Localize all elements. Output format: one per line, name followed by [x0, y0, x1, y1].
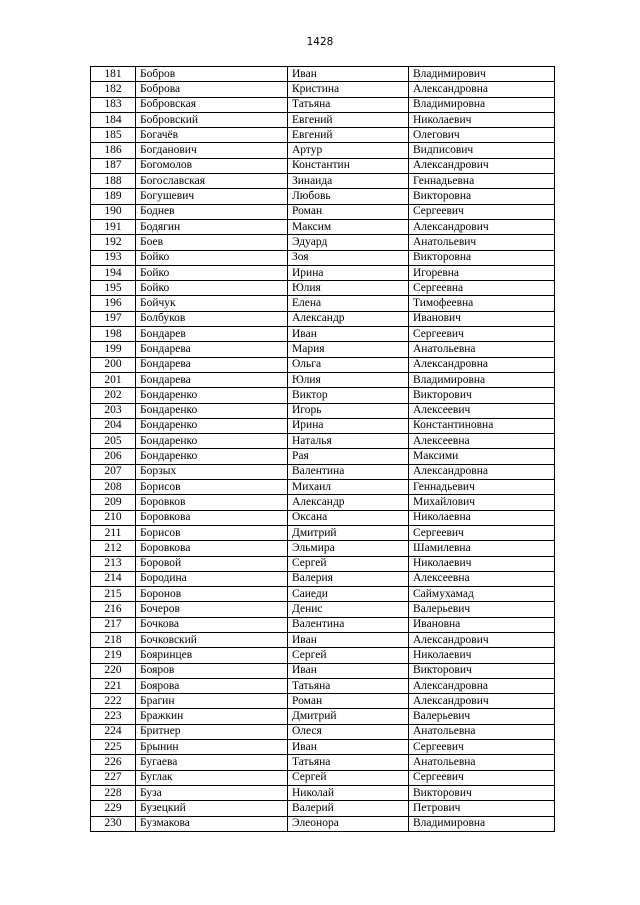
first-name-cell: Александр	[288, 495, 409, 510]
first-name-cell: Юлия	[288, 372, 409, 387]
table-row	[91, 709, 555, 724]
row-number-cell: 182	[91, 82, 136, 97]
patronymic-cell: Сергеевич	[409, 525, 555, 540]
last-name-cell: Бузмакова	[136, 816, 288, 831]
table-row	[91, 663, 555, 678]
patronymic-cell: Олегович	[409, 128, 555, 143]
row-number-cell: 202	[91, 388, 136, 403]
row-number-cell: 210	[91, 510, 136, 525]
last-name-cell: Бойко	[136, 281, 288, 296]
table-row	[91, 755, 555, 770]
row-number-cell: 198	[91, 327, 136, 342]
first-name-cell: Роман	[288, 204, 409, 219]
row-number-cell: 193	[91, 250, 136, 265]
last-name-cell: Боярова	[136, 678, 288, 693]
last-name-cell: Богушевич	[136, 189, 288, 204]
row-number-cell: 217	[91, 617, 136, 632]
first-name-cell: Зоя	[288, 250, 409, 265]
table-row	[91, 174, 555, 189]
table-row	[91, 296, 555, 311]
row-number-cell: 183	[91, 97, 136, 112]
table-row	[91, 418, 555, 433]
last-name-cell: Бобров	[136, 67, 288, 82]
row-number-cell: 212	[91, 541, 136, 556]
table-row	[91, 327, 555, 342]
last-name-cell: Боровой	[136, 556, 288, 571]
table-row	[91, 403, 555, 418]
first-name-cell: Татьяна	[288, 97, 409, 112]
first-name-cell: Саиеди	[288, 587, 409, 602]
last-name-cell: Боброва	[136, 82, 288, 97]
patronymic-cell: Викторовна	[409, 189, 555, 204]
last-name-cell: Буглак	[136, 770, 288, 785]
table-row	[91, 189, 555, 204]
last-name-cell: Бодягин	[136, 219, 288, 234]
patronymic-cell: Петрович	[409, 801, 555, 816]
patronymic-cell: Анатольевич	[409, 235, 555, 250]
last-name-cell: Буза	[136, 785, 288, 800]
patronymic-cell: Викторович	[409, 663, 555, 678]
patronymic-cell: Сергеевич	[409, 770, 555, 785]
table-row	[91, 801, 555, 816]
first-name-cell: Михаил	[288, 480, 409, 495]
patronymic-cell: Викторовна	[409, 250, 555, 265]
table-row	[91, 632, 555, 647]
row-number-cell: 230	[91, 816, 136, 831]
row-number-cell: 222	[91, 694, 136, 709]
last-name-cell: Богославская	[136, 174, 288, 189]
first-name-cell: Юлия	[288, 281, 409, 296]
first-name-cell: Игорь	[288, 403, 409, 418]
table-row	[91, 204, 555, 219]
row-number-cell: 195	[91, 281, 136, 296]
row-number-cell: 216	[91, 602, 136, 617]
row-number-cell: 209	[91, 495, 136, 510]
row-number-cell: 220	[91, 663, 136, 678]
last-name-cell: Бойко	[136, 250, 288, 265]
table-row	[91, 67, 555, 82]
patronymic-cell: Сергеевич	[409, 740, 555, 755]
patronymic-cell: Владимировна	[409, 372, 555, 387]
last-name-cell: Бондаренко	[136, 434, 288, 449]
table-row	[91, 265, 555, 280]
table-row	[91, 143, 555, 158]
patronymic-cell: Сергеевич	[409, 204, 555, 219]
last-name-cell: Бочкова	[136, 617, 288, 632]
patronymic-cell: Михайлович	[409, 495, 555, 510]
table-row	[91, 571, 555, 586]
first-name-cell: Максим	[288, 219, 409, 234]
table-row	[91, 510, 555, 525]
first-name-cell: Валерия	[288, 571, 409, 586]
first-name-cell: Ольга	[288, 357, 409, 372]
row-number-cell: 218	[91, 632, 136, 647]
row-number-cell: 224	[91, 724, 136, 739]
last-name-cell: Бондаренко	[136, 403, 288, 418]
table-row	[91, 128, 555, 143]
table-row	[91, 617, 555, 632]
row-number-cell: 194	[91, 265, 136, 280]
first-name-cell: Дмитрий	[288, 709, 409, 724]
patronymic-cell: Геннадьевна	[409, 174, 555, 189]
table-row	[91, 342, 555, 357]
row-number-cell: 187	[91, 158, 136, 173]
patronymic-cell: Владимировна	[409, 97, 555, 112]
names-table-body	[91, 67, 555, 832]
row-number-cell: 189	[91, 189, 136, 204]
patronymic-cell: Алексеевна	[409, 434, 555, 449]
row-number-cell: 192	[91, 235, 136, 250]
row-number-cell: 226	[91, 755, 136, 770]
last-name-cell: Богачёв	[136, 128, 288, 143]
first-name-cell: Артур	[288, 143, 409, 158]
patronymic-cell: Александрович	[409, 632, 555, 647]
row-number-cell: 213	[91, 556, 136, 571]
first-name-cell: Иван	[288, 663, 409, 678]
first-name-cell: Кристина	[288, 82, 409, 97]
patronymic-cell: Александрович	[409, 694, 555, 709]
table-row	[91, 602, 555, 617]
first-name-cell: Ирина	[288, 265, 409, 280]
last-name-cell: Бондарева	[136, 372, 288, 387]
row-number-cell: 200	[91, 357, 136, 372]
table-row	[91, 816, 555, 831]
last-name-cell: Борисов	[136, 480, 288, 495]
last-name-cell: Боровкова	[136, 541, 288, 556]
last-name-cell: Боднев	[136, 204, 288, 219]
first-name-cell: Рая	[288, 449, 409, 464]
last-name-cell: Бочковский	[136, 632, 288, 647]
row-number-cell: 229	[91, 801, 136, 816]
first-name-cell: Евгений	[288, 128, 409, 143]
patronymic-cell: Ивановна	[409, 617, 555, 632]
first-name-cell: Роман	[288, 694, 409, 709]
table-row	[91, 357, 555, 372]
first-name-cell: Николай	[288, 785, 409, 800]
last-name-cell: Бойко	[136, 265, 288, 280]
row-number-cell: 227	[91, 770, 136, 785]
first-name-cell: Иван	[288, 632, 409, 647]
table-row	[91, 235, 555, 250]
table-row	[91, 464, 555, 479]
patronymic-cell: Геннадьевич	[409, 480, 555, 495]
last-name-cell: Бондарева	[136, 342, 288, 357]
last-name-cell: Бондаренко	[136, 449, 288, 464]
first-name-cell: Зинаида	[288, 174, 409, 189]
first-name-cell: Александр	[288, 311, 409, 326]
table-row	[91, 785, 555, 800]
row-number-cell: 196	[91, 296, 136, 311]
last-name-cell: Брынин	[136, 740, 288, 755]
last-name-cell: Бойчук	[136, 296, 288, 311]
first-name-cell: Сергей	[288, 770, 409, 785]
names-table	[90, 66, 555, 832]
first-name-cell: Оксана	[288, 510, 409, 525]
table-row	[91, 112, 555, 127]
last-name-cell: Борисов	[136, 525, 288, 540]
patronymic-cell: Максими	[409, 449, 555, 464]
table-row	[91, 250, 555, 265]
first-name-cell: Мария	[288, 342, 409, 357]
last-name-cell: Бондарев	[136, 327, 288, 342]
table-row	[91, 587, 555, 602]
table-row	[91, 281, 555, 296]
last-name-cell: Бузецкий	[136, 801, 288, 816]
last-name-cell: Борзых	[136, 464, 288, 479]
last-name-cell: Бородина	[136, 571, 288, 586]
row-number-cell: 181	[91, 67, 136, 82]
table-row	[91, 372, 555, 387]
patronymic-cell: Александровна	[409, 678, 555, 693]
patronymic-cell: Владимировна	[409, 816, 555, 831]
last-name-cell: Болбуков	[136, 311, 288, 326]
row-number-cell: 186	[91, 143, 136, 158]
table-row	[91, 219, 555, 234]
row-number-cell: 206	[91, 449, 136, 464]
patronymic-cell: Игоревна	[409, 265, 555, 280]
patronymic-cell: Александровна	[409, 82, 555, 97]
row-number-cell: 223	[91, 709, 136, 724]
patronymic-cell: Николаевна	[409, 510, 555, 525]
first-name-cell: Елена	[288, 296, 409, 311]
row-number-cell: 228	[91, 785, 136, 800]
row-number-cell: 203	[91, 403, 136, 418]
page-number: 1428	[306, 36, 334, 48]
last-name-cell: Боронов	[136, 587, 288, 602]
first-name-cell: Иван	[288, 67, 409, 82]
table-row	[91, 525, 555, 540]
patronymic-cell: Константиновна	[409, 418, 555, 433]
first-name-cell: Денис	[288, 602, 409, 617]
last-name-cell: Бояринцев	[136, 648, 288, 663]
patronymic-cell: Викторович	[409, 785, 555, 800]
patronymic-cell: Шамилевна	[409, 541, 555, 556]
first-name-cell: Олеся	[288, 724, 409, 739]
first-name-cell: Эдуард	[288, 235, 409, 250]
last-name-cell: Боровкова	[136, 510, 288, 525]
patronymic-cell: Саймухамад	[409, 587, 555, 602]
first-name-cell: Любовь	[288, 189, 409, 204]
row-number-cell: 205	[91, 434, 136, 449]
first-name-cell: Татьяна	[288, 678, 409, 693]
first-name-cell: Евгений	[288, 112, 409, 127]
last-name-cell: Бражкин	[136, 709, 288, 724]
first-name-cell: Валентина	[288, 464, 409, 479]
patronymic-cell: Владимирович	[409, 67, 555, 82]
last-name-cell: Бугаева	[136, 755, 288, 770]
row-number-cell: 214	[91, 571, 136, 586]
first-name-cell: Иван	[288, 740, 409, 755]
first-name-cell: Виктор	[288, 388, 409, 403]
patronymic-cell: Анатольевна	[409, 724, 555, 739]
table-row	[91, 449, 555, 464]
first-name-cell: Дмитрий	[288, 525, 409, 540]
table-row	[91, 724, 555, 739]
patronymic-cell: Александрович	[409, 219, 555, 234]
table-row	[91, 158, 555, 173]
table-row	[91, 495, 555, 510]
last-name-cell: Брагин	[136, 694, 288, 709]
last-name-cell: Бобровский	[136, 112, 288, 127]
table-row	[91, 678, 555, 693]
last-name-cell: Бондаренко	[136, 418, 288, 433]
row-number-cell: 207	[91, 464, 136, 479]
first-name-cell: Ирина	[288, 418, 409, 433]
row-number-cell: 190	[91, 204, 136, 219]
patronymic-cell: Тимофеевна	[409, 296, 555, 311]
patronymic-cell: Алексеевич	[409, 403, 555, 418]
row-number-cell: 199	[91, 342, 136, 357]
table-row	[91, 97, 555, 112]
first-name-cell: Валентина	[288, 617, 409, 632]
patronymic-cell: Александровна	[409, 464, 555, 479]
patronymic-cell: Сергеевна	[409, 281, 555, 296]
first-name-cell: Элеонора	[288, 816, 409, 831]
row-number-cell: 184	[91, 112, 136, 127]
last-name-cell: Бритнер	[136, 724, 288, 739]
table-row	[91, 434, 555, 449]
row-number-cell: 204	[91, 418, 136, 433]
patronymic-cell: Николаевич	[409, 648, 555, 663]
row-number-cell: 197	[91, 311, 136, 326]
table-row	[91, 480, 555, 495]
row-number-cell: 219	[91, 648, 136, 663]
table-row	[91, 740, 555, 755]
patronymic-cell: Александровна	[409, 357, 555, 372]
table-row	[91, 648, 555, 663]
last-name-cell: Боев	[136, 235, 288, 250]
row-number-cell: 208	[91, 480, 136, 495]
patronymic-cell: Алексеевна	[409, 571, 555, 586]
first-name-cell: Константин	[288, 158, 409, 173]
first-name-cell: Сергей	[288, 648, 409, 663]
table-row	[91, 311, 555, 326]
last-name-cell: Бондаренко	[136, 388, 288, 403]
patronymic-cell: Анатольевна	[409, 342, 555, 357]
table-row	[91, 694, 555, 709]
row-number-cell: 221	[91, 678, 136, 693]
first-name-cell: Валерий	[288, 801, 409, 816]
table-row	[91, 556, 555, 571]
last-name-cell: Бояров	[136, 663, 288, 678]
table-row	[91, 770, 555, 785]
patronymic-cell: Валерьевич	[409, 709, 555, 724]
table-row	[91, 388, 555, 403]
table-row	[91, 541, 555, 556]
first-name-cell: Сергей	[288, 556, 409, 571]
row-number-cell: 211	[91, 525, 136, 540]
first-name-cell: Иван	[288, 327, 409, 342]
last-name-cell: Богомолов	[136, 158, 288, 173]
patronymic-cell: Анатольевна	[409, 755, 555, 770]
row-number-cell: 191	[91, 219, 136, 234]
patronymic-cell: Николаевич	[409, 112, 555, 127]
patronymic-cell: Александрович	[409, 158, 555, 173]
patronymic-cell: Викторович	[409, 388, 555, 403]
last-name-cell: Бондарева	[136, 357, 288, 372]
row-number-cell: 188	[91, 174, 136, 189]
last-name-cell: Богданович	[136, 143, 288, 158]
table-row	[91, 82, 555, 97]
row-number-cell: 215	[91, 587, 136, 602]
row-number-cell: 185	[91, 128, 136, 143]
patronymic-cell: Сергеевич	[409, 327, 555, 342]
patronymic-cell: Видписович	[409, 143, 555, 158]
row-number-cell: 201	[91, 372, 136, 387]
first-name-cell: Татьяна	[288, 755, 409, 770]
first-name-cell: Наталья	[288, 434, 409, 449]
last-name-cell: Бобровская	[136, 97, 288, 112]
last-name-cell: Боровков	[136, 495, 288, 510]
last-name-cell: Бочеров	[136, 602, 288, 617]
row-number-cell: 225	[91, 740, 136, 755]
patronymic-cell: Николаевич	[409, 556, 555, 571]
patronymic-cell: Иванович	[409, 311, 555, 326]
patronymic-cell: Валерьевич	[409, 602, 555, 617]
first-name-cell: Эльмира	[288, 541, 409, 556]
